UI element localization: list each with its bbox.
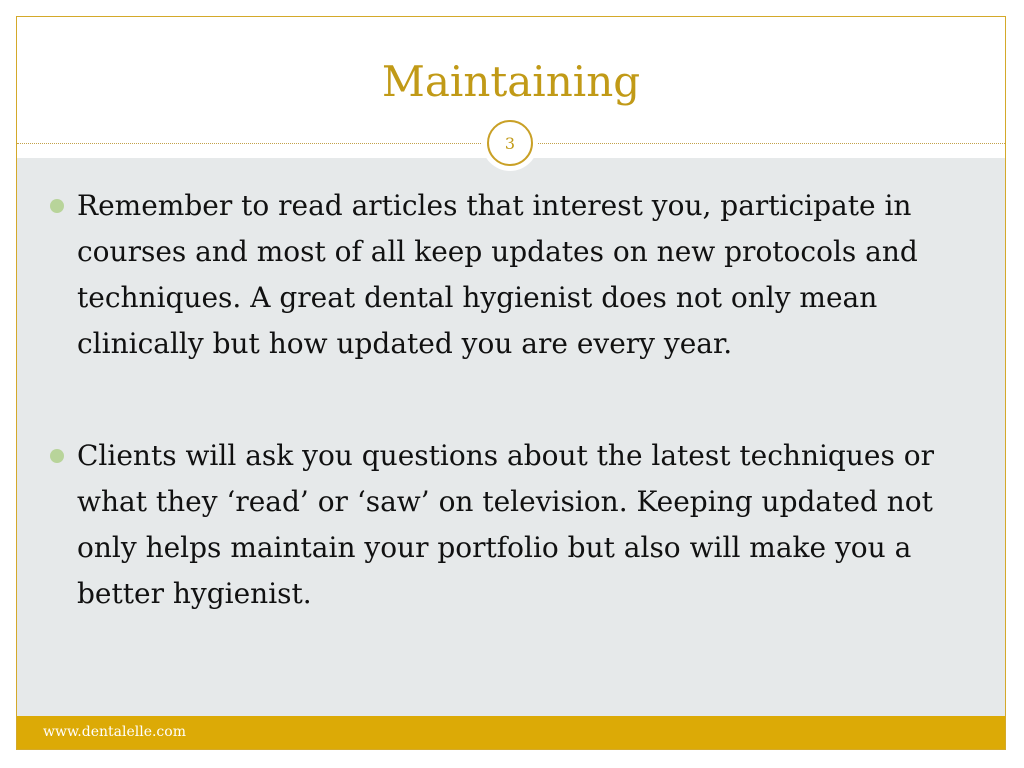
bullet-dot-icon <box>50 449 64 463</box>
bullet-item <box>47 433 947 617</box>
slide-title: Maintaining <box>381 57 641 106</box>
footer-bar <box>17 716 1005 750</box>
page-number-badge <box>487 120 533 166</box>
bullet-text: Remember to read articles that interest you, participate in courses and most of all keep updates on new protocols and techniques. A great dental hygienist does not only mean clinically but how updated you are every year. <box>77 189 918 360</box>
footer-url[interactable]: www.dentalelle.com <box>43 724 186 740</box>
bullet-list <box>47 183 947 683</box>
bullet-dot-icon <box>50 199 64 213</box>
bullet-text: Clients will ask you questions about the latest techniques or what they ‘read’ or ‘saw’ on television. Keeping updated not only helps maintain your portfolio but also will make you a better hygienist. <box>77 439 934 610</box>
slide <box>16 16 1006 750</box>
bullet-item <box>47 183 947 367</box>
page-number: 3 <box>504 133 516 153</box>
